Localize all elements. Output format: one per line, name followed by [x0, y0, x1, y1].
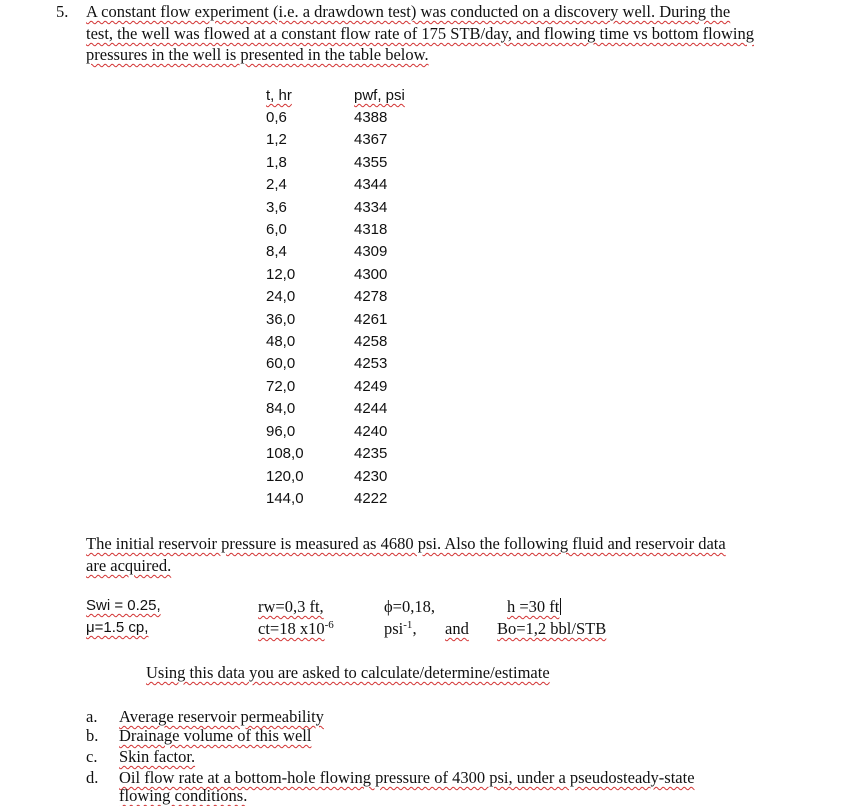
- param-swi-text: Swi = 0.25,: [86, 597, 161, 614]
- param-thickness: [507, 597, 561, 617]
- table-row: [262, 197, 434, 219]
- table-row: [262, 488, 434, 510]
- table-row: [262, 398, 434, 420]
- problem-intro-line-3: pressures in the well is presented in the table below.: [86, 45, 429, 64]
- column-header-time: t, hr: [266, 87, 292, 104]
- task-text-c: Skin factor.: [119, 747, 196, 766]
- table-row: [262, 466, 434, 488]
- cell-pressure: 4334: [354, 198, 388, 216]
- param-viscosity-text: μ=1.5 cp,: [86, 619, 149, 636]
- cell-time: 108,0: [266, 445, 304, 463]
- cell-time: 144,0: [266, 489, 304, 507]
- cell-pressure: 4235: [354, 445, 388, 463]
- cell-pressure: 4367: [354, 131, 388, 149]
- param-compressibility: [258, 619, 334, 639]
- param-psi-suffix: ,: [412, 619, 417, 638]
- param-psi-text: psi: [384, 619, 404, 638]
- cell-pressure: 4355: [354, 153, 388, 171]
- table-row: [262, 309, 434, 331]
- cell-time: 12,0: [266, 265, 296, 283]
- task-text-d-continuation: flowing conditions.: [119, 786, 248, 805]
- param-and-word: and: [445, 619, 469, 638]
- cell-pressure: 4278: [354, 288, 388, 306]
- param-porosity: [384, 597, 435, 617]
- text-cursor-icon: [560, 598, 561, 615]
- cell-time: 48,0: [266, 333, 296, 351]
- cell-pressure: 4344: [354, 176, 388, 194]
- param-wellbore-radius-text: rw=0,3 ft,: [258, 597, 324, 616]
- param-fvf-text: Bo=1,2 bbl/STB: [497, 619, 607, 638]
- table-row: [262, 286, 434, 308]
- param-viscosity: [86, 619, 148, 636]
- cell-time: 36,0: [266, 310, 296, 328]
- task-marker-a: a.: [86, 707, 98, 726]
- table-row: [262, 264, 434, 286]
- cell-time: 72,0: [266, 377, 296, 395]
- task-text-a: Average reservoir permeability: [119, 707, 324, 726]
- problem-number: 5.: [56, 2, 69, 21]
- cell-time: 1,2: [266, 131, 287, 149]
- cell-pressure: 4300: [354, 265, 388, 283]
- table-body: [262, 107, 434, 510]
- cell-time: 96,0: [266, 422, 296, 440]
- column-header-pressure: pwf, psi: [354, 87, 405, 104]
- cell-pressure: 4230: [354, 467, 388, 485]
- param-compressibility-exponent: -6: [324, 619, 334, 631]
- table-row: [262, 331, 434, 353]
- task-marker-d: d.: [86, 768, 99, 787]
- task-marker-b: b.: [86, 726, 99, 745]
- param-compressibility-text: ct=18 x10: [258, 619, 325, 638]
- drawdown-data-table: [262, 87, 434, 510]
- table-header-row: [262, 87, 434, 107]
- cell-time: 84,0: [266, 400, 296, 418]
- cell-pressure: 4244: [354, 400, 388, 418]
- task-text-d: Oil flow rate at a bottom-hole flowing pressure of 4300 psi, under a pseudosteady-state: [119, 768, 695, 787]
- param-wellbore-radius: [258, 597, 324, 617]
- cell-pressure: 4318: [354, 221, 388, 239]
- cell-pressure: 4261: [354, 310, 388, 328]
- cell-time: 120,0: [266, 467, 304, 485]
- reservoir-text-line-1: The initial reservoir pressure is measured as 4680 psi. Also the following fluid and reservoir data: [86, 534, 726, 553]
- table-row: [262, 241, 434, 263]
- param-psi-exponent: -1: [403, 619, 413, 631]
- task-text-b: Drainage volume of this well: [119, 726, 312, 745]
- table-row: [262, 129, 434, 151]
- problem-intro-line-1: A constant flow experiment (i.e. a drawdown test) was conducted on a discovery well. During the: [86, 2, 731, 21]
- cell-time: 60,0: [266, 355, 296, 373]
- cell-pressure: 4249: [354, 377, 388, 395]
- cell-pressure: 4388: [354, 109, 388, 126]
- table-row: [262, 376, 434, 398]
- table-row: [262, 421, 434, 443]
- param-formation-volume-factor: [497, 619, 606, 639]
- cell-time: 2,4: [266, 176, 287, 194]
- task-intro: Using this data you are asked to calculate/determine/estimate: [146, 663, 550, 682]
- cell-time: 1,8: [266, 153, 287, 171]
- task-marker-c: c.: [86, 747, 98, 766]
- cell-pressure: 4309: [354, 243, 388, 261]
- table-row: [262, 219, 434, 241]
- cell-time: 24,0: [266, 288, 296, 306]
- cell-pressure: 4258: [354, 333, 388, 351]
- param-thickness-text: h =30 ft: [507, 597, 560, 616]
- table-row: [262, 107, 434, 129]
- table-row: [262, 443, 434, 465]
- cell-time: 6,0: [266, 221, 287, 239]
- table-row: [262, 353, 434, 375]
- cell-pressure: 4253: [354, 355, 388, 373]
- cell-time: 3,6: [266, 198, 287, 216]
- cell-time: 0,6: [266, 109, 287, 126]
- cell-pressure: 4240: [354, 422, 388, 440]
- param-swi: [86, 597, 161, 614]
- param-psi-unit: [384, 619, 417, 639]
- table-row: [262, 174, 434, 196]
- table-row: [262, 152, 434, 174]
- problem-intro-line-2: test, the well was flowed at a constant flow rate of 175 STB/day, and flowing time vs bottom flowing: [86, 24, 754, 43]
- reservoir-text-line-2: are acquired.: [86, 556, 172, 575]
- param-porosity-text: ϕ=0,18,: [384, 597, 435, 616]
- cell-time: 8,4: [266, 243, 287, 261]
- cell-pressure: 4222: [354, 489, 388, 507]
